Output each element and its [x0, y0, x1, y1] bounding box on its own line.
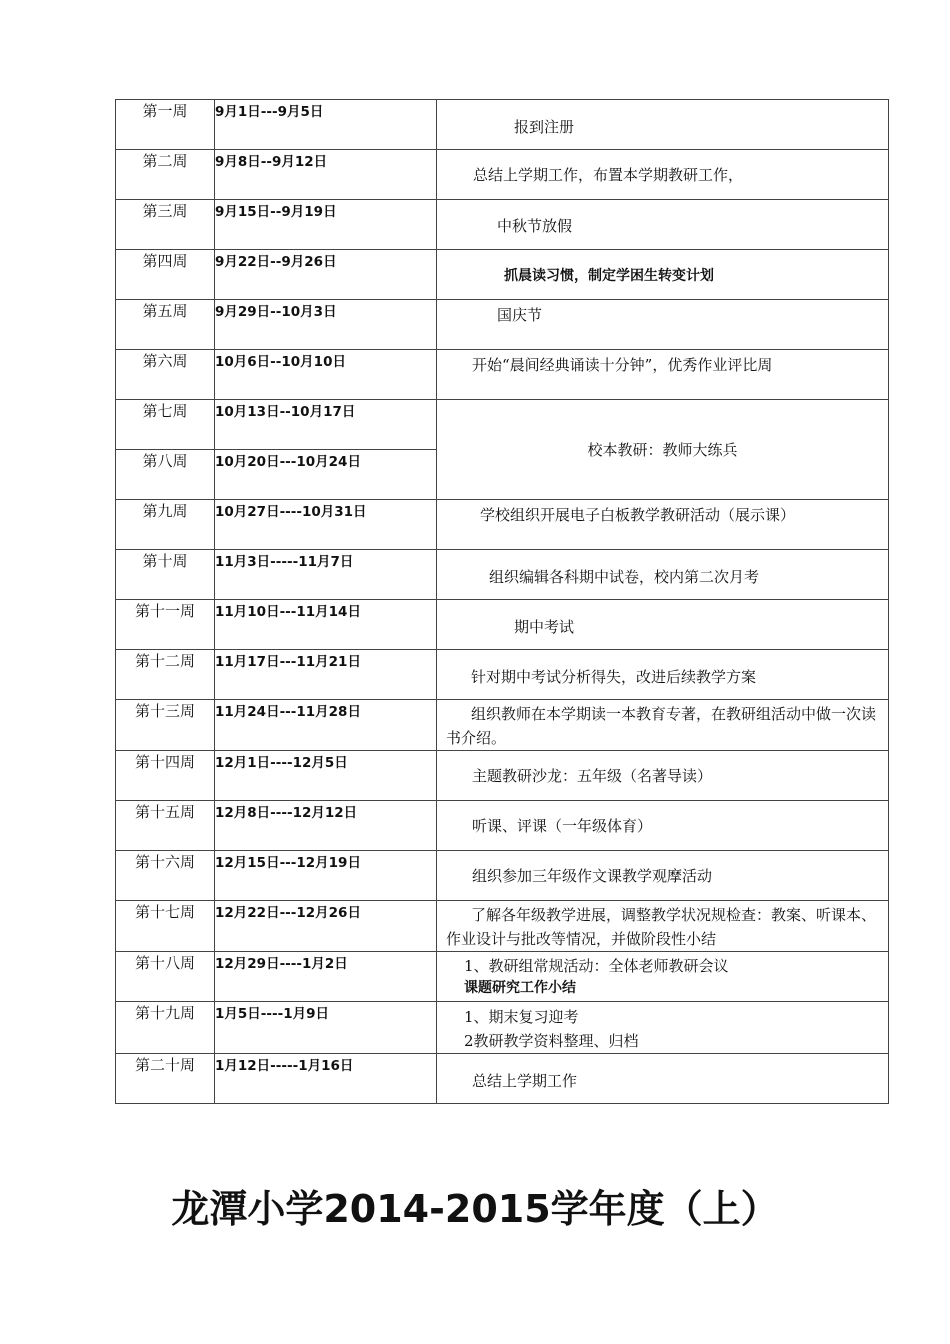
task-cell — [437, 952, 889, 1002]
date-range-cell: 10月6日--10月10日 — [215, 350, 437, 400]
week-cell: 第十八周 — [116, 952, 215, 1002]
task-cell — [437, 1054, 889, 1104]
task-cell — [437, 100, 889, 150]
task-text: 期中考试 — [514, 618, 575, 636]
task-text: 针对期中考试分析得失，改进后续教学方案 — [471, 668, 757, 686]
task-text: 了解各年级教学进展，调整教学状况规检查：教案、听课本、作业设计与批改等情况，并做阶段性小结 — [446, 906, 877, 948]
table-row — [116, 650, 889, 700]
task-cell — [437, 200, 889, 250]
table-row — [116, 150, 889, 200]
week-cell: 第四周 — [116, 250, 215, 300]
date-range-cell: 11月17日---11月21日 — [215, 650, 437, 700]
week-cell: 第六周 — [116, 350, 215, 400]
week-cell: 第二周 — [116, 150, 215, 200]
task-cell — [437, 751, 889, 801]
task-text: 1、期末复习迎考 — [464, 1008, 579, 1026]
table-row — [116, 100, 889, 150]
task-text: 总结上学期工作 — [472, 1072, 578, 1090]
task-cell — [437, 550, 889, 600]
week-cell: 第五周 — [116, 300, 215, 350]
week-cell: 第十五周 — [116, 801, 215, 851]
week-cell: 第十九周 — [116, 1002, 215, 1054]
week-cell: 第八周 — [116, 450, 215, 500]
date-range-cell: 12月29日----1月2日 — [215, 952, 437, 1002]
task-cell — [437, 650, 889, 700]
table-row — [116, 851, 889, 901]
table-row — [116, 700, 889, 751]
task-cell — [437, 1002, 889, 1054]
date-range-cell: 10月27日----10月31日 — [215, 500, 437, 550]
table-row — [116, 901, 889, 952]
task-text: 主题教研沙龙：五年级（名著导读） — [472, 767, 713, 785]
date-range-cell: 9月8日--9月12日 — [215, 150, 437, 200]
date-range-cell: 12月1日----12月5日 — [215, 751, 437, 801]
task-cell — [437, 600, 889, 650]
week-cell: 第十四周 — [116, 751, 215, 801]
table-row — [116, 801, 889, 851]
task-text: 2教研教学资料整理、归档 — [464, 1032, 639, 1050]
date-range-cell: 9月1日---9月5日 — [215, 100, 437, 150]
task-cell — [437, 700, 889, 751]
table-row — [116, 350, 889, 400]
date-range-cell: 12月22日---12月26日 — [215, 901, 437, 952]
table-row — [116, 250, 889, 300]
week-cell: 第十周 — [116, 550, 215, 600]
task-cell — [437, 350, 889, 400]
date-range-cell: 12月15日---12月19日 — [215, 851, 437, 901]
schedule-table — [115, 99, 889, 1104]
task-text-bold: 课题研究工作小结 — [464, 980, 576, 996]
table-row — [116, 550, 889, 600]
week-cell: 第一周 — [116, 100, 215, 150]
date-range-cell: 9月29日--10月3日 — [215, 300, 437, 350]
task-text: 组织参加三年级作文课教学观摩活动 — [472, 867, 713, 885]
task-text: 1、教研组常规活动：全体老师教研会议 — [464, 957, 729, 975]
week-cell: 第十三周 — [116, 700, 215, 751]
task-text: 听课、评课（一年级体育） — [472, 817, 653, 835]
date-range-cell: 11月3日-----11月7日 — [215, 550, 437, 600]
week-cell: 第九周 — [116, 500, 215, 550]
task-block — [437, 952, 888, 999]
task-text: 国庆节 — [497, 306, 543, 324]
task-text: 中秋节放假 — [497, 217, 573, 235]
table-row — [116, 500, 889, 550]
task-text: 抓晨读习惯，制定学困生转变计划 — [504, 268, 714, 284]
table-row — [116, 400, 889, 450]
task-block — [437, 1002, 888, 1053]
date-range-cell: 11月10日---11月14日 — [215, 600, 437, 650]
date-range-cell: 10月13日--10月17日 — [215, 400, 437, 450]
date-range-cell: 10月20日---10月24日 — [215, 450, 437, 500]
table-row — [116, 1002, 889, 1054]
table-row — [116, 952, 889, 1002]
task-cell — [437, 801, 889, 851]
task-cell — [437, 300, 889, 350]
week-cell: 第十二周 — [116, 650, 215, 700]
week-cell: 第十一周 — [116, 600, 215, 650]
task-text: 组织编辑各科期中试卷，校内第二次月考 — [489, 568, 760, 586]
task-cell — [437, 851, 889, 901]
document-title: 龙潭小学2014-2015学年度（上） — [171, 1187, 779, 1231]
task-text: 开始“晨间经典诵读十分钟”，优秀作业评比周 — [472, 356, 773, 374]
date-range-cell: 12月8日----12月12日 — [215, 801, 437, 851]
task-text: 报到注册 — [514, 118, 575, 136]
week-cell: 第七周 — [116, 400, 215, 450]
table-row — [116, 1054, 889, 1104]
task-text: 学校组织开展电子白板教学教研活动（展示课） — [480, 506, 796, 524]
task-text: 总结上学期工作，布置本学期教研工作， — [473, 166, 744, 184]
date-range-cell: 1月5日----1月9日 — [215, 1002, 437, 1054]
week-cell: 第三周 — [116, 200, 215, 250]
week-cell: 第二十周 — [116, 1054, 215, 1104]
table-row — [116, 751, 889, 801]
date-range-cell: 11月24日---11月28日 — [215, 700, 437, 751]
task-text: 组织教师在本学期读一本教育专著，在教研组活动中做一次读书介绍。 — [446, 705, 877, 747]
task-cell — [437, 901, 889, 952]
date-range-cell: 1月12日-----1月16日 — [215, 1054, 437, 1104]
task-cell-merged: 校本教研：教师大练兵 — [437, 400, 889, 500]
task-cell — [437, 500, 889, 550]
date-range-cell: 9月22日--9月26日 — [215, 250, 437, 300]
task-cell — [437, 250, 889, 300]
table-row — [116, 300, 889, 350]
table-row — [116, 600, 889, 650]
table-row — [116, 200, 889, 250]
date-range-cell: 9月15日--9月19日 — [215, 200, 437, 250]
week-cell: 第十七周 — [116, 901, 215, 952]
week-cell: 第十六周 — [116, 851, 215, 901]
task-cell — [437, 150, 889, 200]
